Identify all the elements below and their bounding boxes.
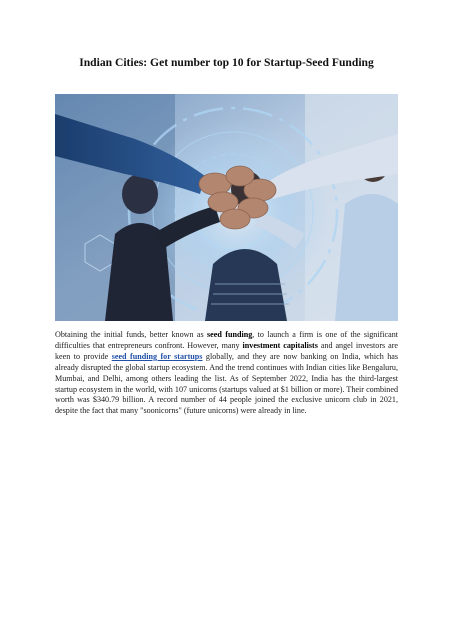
page-title: Indian Cities: Get number top 10 for Startup-Seed Funding: [79, 56, 374, 69]
body-paragraph: [55, 330, 398, 417]
seed-funding-link[interactable]: seed funding for startups: [111, 351, 203, 361]
paragraph-text: , to launch a firm is one of the significant difficulties that entrepreneurs confront. However, many: [55, 330, 398, 350]
paragraph-text: Obtaining the initial funds, better known as: [55, 330, 208, 339]
bold-term-investment-capitalists: investment capitalists: [242, 340, 318, 350]
bold-term-seed-funding: seed funding: [207, 330, 253, 339]
hero-image: [55, 94, 398, 321]
paragraph-text: and angel investors are keen to provide: [55, 340, 398, 361]
paragraph-text: globally, and they are now banking on India, which has already disrupted the global startup ecosystem. And the trend continues with Indian cities like Bengaluru, Mumbai, and Delhi, among others leading the list. As of September 2022, India has the third-largest startup ecosystem in the world, with 107 unicorns (startups valued at $1 billion or more). Their combined worth was $340.79 billion. A record number of 44 people joined the exclusive unicorn club in 2021, despite the fact that many "soonicorns" (future unicorns) were already in line.: [55, 351, 398, 416]
